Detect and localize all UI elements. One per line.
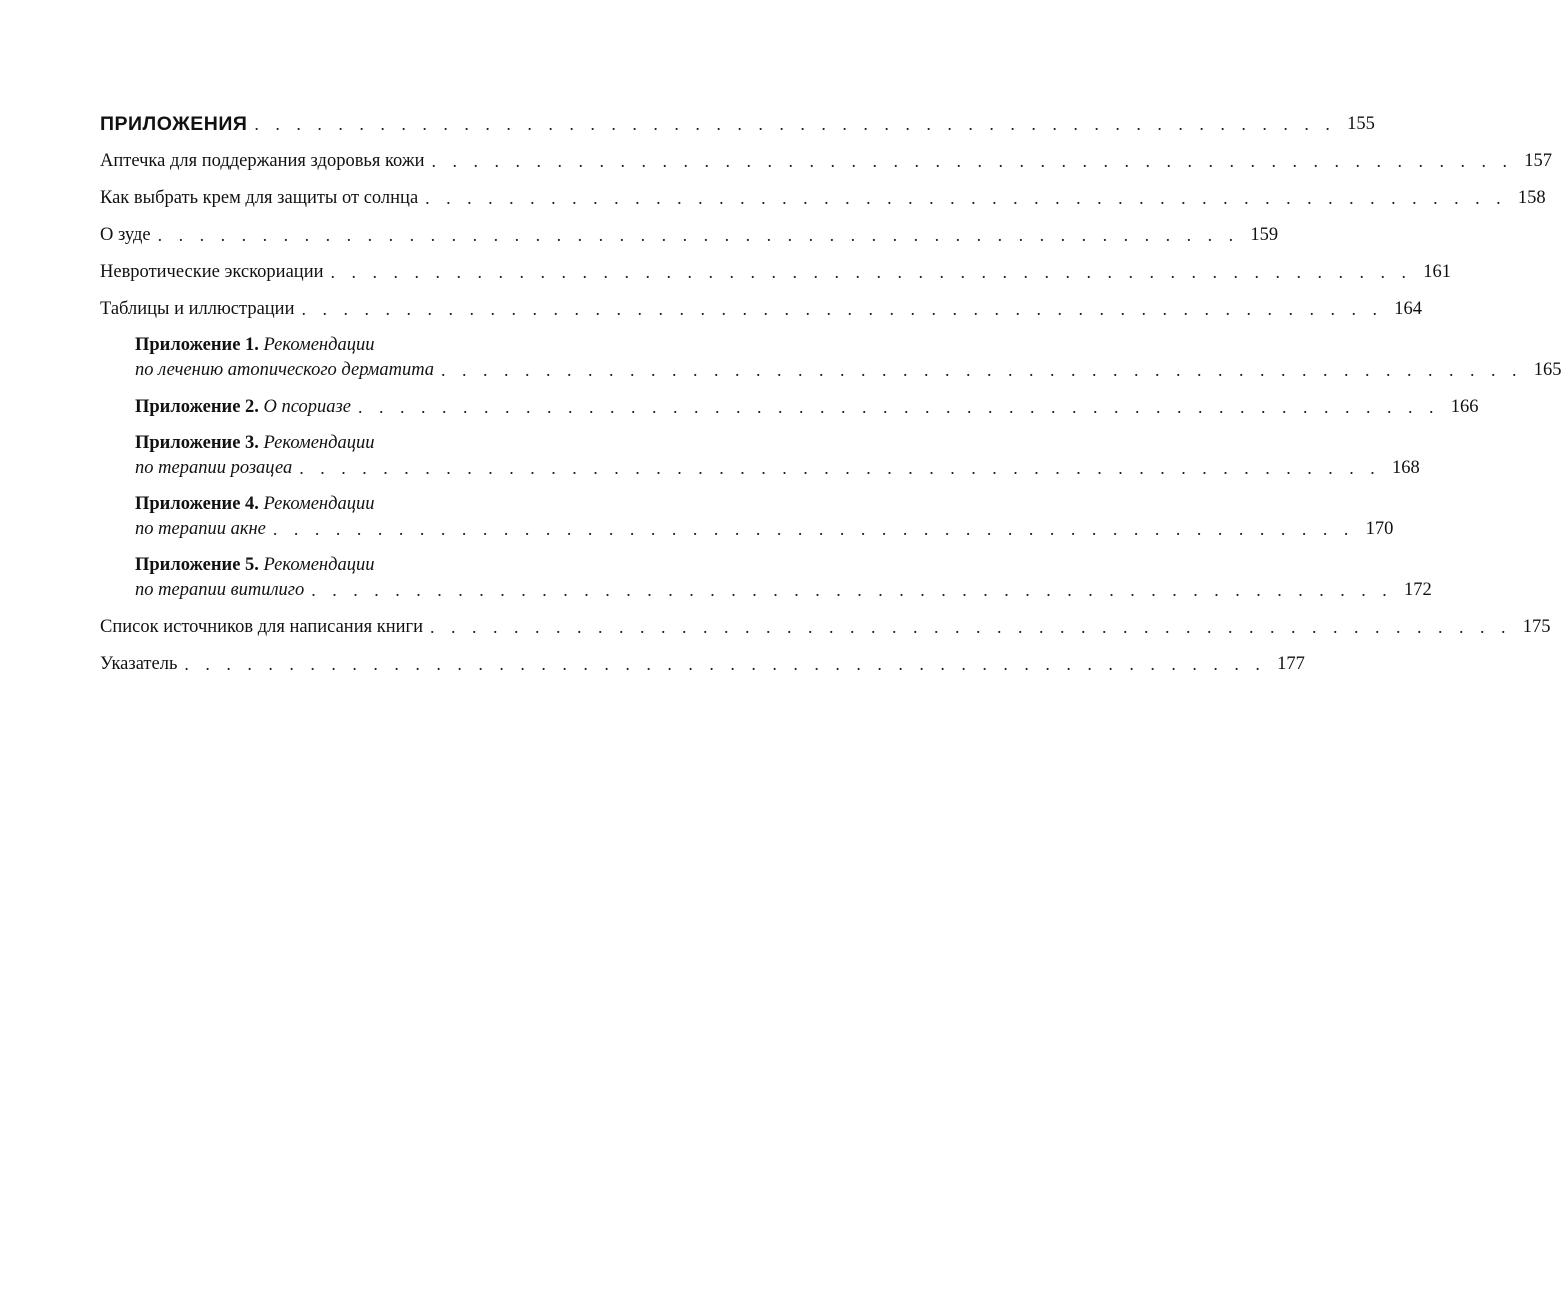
appendix-title (135, 395, 351, 419)
page-number: 157 (1524, 151, 1553, 171)
toc-heading[interactable] (100, 112, 1375, 136)
dot-leader: . . . . . . . . . . . . . . . . . . . . . . . . . . . . . . . . . . . . . . . . . . . . . . . . . . . . (441, 360, 1523, 380)
appendix-last-line (135, 395, 1479, 419)
dot-leader: . . . . . . . . . . . . . . . . . . . . . . . . . . . . . . . . . . . . . . . . . . . . . . . . . . . . (425, 188, 1507, 208)
appendix-last-line (135, 456, 1420, 480)
appendix-first-line (135, 491, 696, 517)
page-number: 170 (1365, 519, 1394, 539)
page-number: 159 (1250, 225, 1279, 245)
page-number: 164 (1394, 299, 1422, 319)
entry-title: Указатель (100, 654, 178, 674)
entry-title: Список источников для написания книги (100, 617, 424, 637)
appendix-title-line2: по терапии акне (135, 519, 266, 539)
page-number: 161 (1423, 262, 1451, 282)
page-number: 155 (1347, 114, 1375, 134)
dot-leader: . . . . . . . . . . . . . . . . . . . . . . . . . . . . . . . . . . . . . . . . . . . . . . . . . . . . (157, 225, 1240, 245)
appendix-label: Приложение 3. (135, 433, 259, 453)
toc-appendix-5[interactable] (100, 552, 1432, 602)
appendix-last-line (135, 578, 1432, 602)
toc-entry-excoriations[interactable] (100, 260, 1451, 284)
toc-entry-sources[interactable] (100, 615, 1551, 639)
appendix-title-line1: Рекомендации (263, 433, 375, 453)
toc-entry-index[interactable] (100, 652, 1305, 676)
toc-entry-tables[interactable] (100, 297, 1422, 321)
appendix-label: Приложение 1. (135, 335, 259, 355)
toc-appendix-1[interactable] (100, 332, 1562, 382)
appendix-label: Приложение 2. (135, 397, 259, 417)
section-title: ПРИЛОЖЕНИЯ (100, 113, 248, 135)
appendix-title-line1: Рекомендации (263, 335, 375, 355)
dot-leader: . . . . . . . . . . . . . . . . . . . . . . . . . . . . . . . . . . . . . . . . . . . . . . . . . . . . (299, 458, 1381, 478)
appendix-title-line2: О псориазе (263, 397, 351, 417)
appendix-first-line (135, 332, 696, 358)
toc-entry-itch[interactable] (100, 223, 1279, 247)
dot-leader: . . . . . . . . . . . . . . . . . . . . . . . . . . . . . . . . . . . . . . . . . . . . . . . . . . . . (184, 654, 1266, 674)
entry-title: Аптечка для поддержания здоровья кожи (100, 151, 425, 171)
appendix-first-line (135, 430, 696, 456)
toc-appendix-4[interactable] (100, 491, 1394, 541)
page-number: 166 (1450, 397, 1479, 417)
dot-leader: . . . . . . . . . . . . . . . . . . . . . . . . . . . . . . . . . . . . . . . . . . . . . . . . . . . . (430, 617, 1512, 637)
dot-leader: . . . . . . . . . . . . . . . . . . . . . . . . . . . . . . . . . . . . . . . . . . . . . . . . . . . . (431, 151, 1514, 171)
dot-leader: . . . . . . . . . . . . . . . . . . . . . . . . . . . . . . . . . . . . . . . . . . . . . . . . . . . . (330, 262, 1412, 282)
entry-title: Таблицы и иллюстрации (100, 299, 295, 319)
dot-leader: . . . . . . . . . . . . . . . . . . . . . . . . . . . . . . . . . . . . . . . . . . . . . . . . . . . . (254, 114, 1336, 134)
page-number: 168 (1391, 458, 1420, 478)
toc-appendix-2[interactable] (100, 395, 1479, 419)
toc-entry-first-aid[interactable] (100, 149, 1553, 173)
appendix-label: Приложение 5. (135, 555, 259, 575)
toc-entry-sunscreen[interactable] (100, 186, 1546, 210)
appendix-title-line2: по терапии розацеа (135, 458, 293, 478)
entry-title: Невротические экскориации (100, 262, 324, 282)
page-number: 165 (1533, 360, 1562, 380)
appendix-title-line2: по терапии витилиго (135, 580, 305, 600)
appendix-last-line (135, 358, 1562, 382)
appendix-title-line1: Рекомендации (263, 555, 375, 575)
appendix-label: Приложение 4. (135, 494, 259, 514)
table-of-contents (100, 112, 1562, 676)
appendix-first-line (135, 552, 696, 578)
appendix-title-line1: Рекомендации (263, 494, 375, 514)
page-number: 172 (1404, 580, 1432, 600)
entry-title: О зуде (100, 225, 151, 245)
entry-title: Как выбрать крем для защиты от солнца (100, 188, 419, 208)
dot-leader: . . . . . . . . . . . . . . . . . . . . . . . . . . . . . . . . . . . . . . . . . . . . . . . . . . . . (311, 580, 1393, 600)
appendix-last-line (135, 517, 1394, 541)
page-number: 158 (1517, 188, 1546, 208)
toc-appendix-3[interactable] (100, 430, 1420, 480)
appendix-title-line2: по лечению атопического дерматита (135, 360, 435, 380)
dot-leader: . . . . . . . . . . . . . . . . . . . . . . . . . . . . . . . . . . . . . . . . . . . . . . . . . . . . (301, 299, 1383, 319)
page-number: 175 (1522, 617, 1551, 637)
page-number: 177 (1277, 654, 1305, 674)
dot-leader: . . . . . . . . . . . . . . . . . . . . . . . . . . . . . . . . . . . . . . . . . . . . . . . . . . . . (272, 519, 1355, 539)
dot-leader: . . . . . . . . . . . . . . . . . . . . . . . . . . . . . . . . . . . . . . . . . . . . . . . . . . . . (357, 397, 1440, 417)
